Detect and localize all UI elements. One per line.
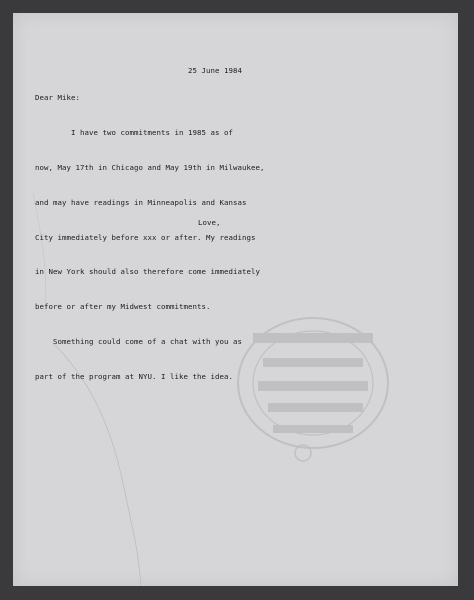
body-line: in New York should also therefore come immediately — [35, 267, 260, 277]
body-line: now, May 17th in Chicago and May 19th in Milwaukee, — [35, 162, 265, 172]
letter-closing: Love, — [198, 218, 221, 227]
letter-date: 25 June 1984 — [188, 66, 242, 75]
body-line: before or after my Midwest commitments. — [35, 302, 211, 312]
body-line: I have two commitments in 1985 as of — [35, 128, 233, 138]
letter-salutation: Dear Mike: — [35, 93, 80, 102]
body-line: Something could come of a chat with you as — [35, 336, 242, 346]
letter-text — [13, 13, 458, 586]
body-line: and may have readings in Minneapolis and Kansas — [35, 197, 247, 207]
letter-page — [13, 13, 458, 586]
body-line: part of the program at NYU. I like the idea. — [35, 371, 233, 381]
body-line: City immediately before xxx or after. My readings — [35, 232, 256, 242]
letter-body — [35, 104, 264, 405]
